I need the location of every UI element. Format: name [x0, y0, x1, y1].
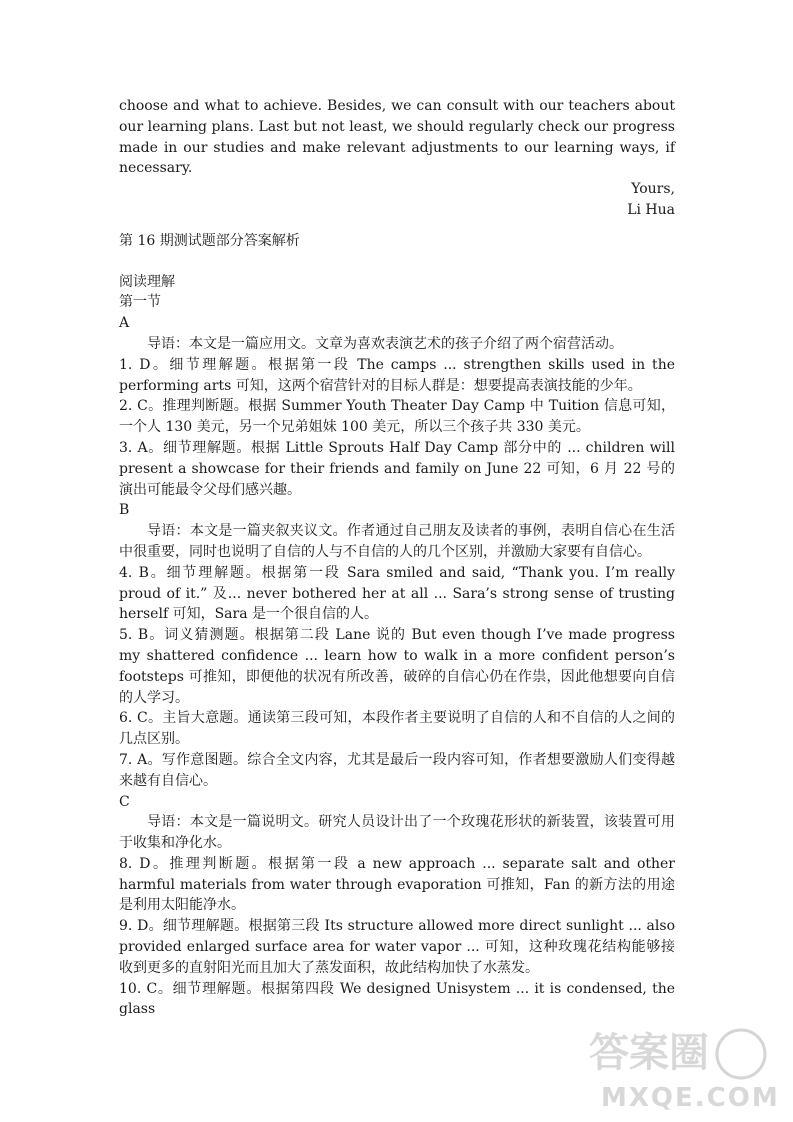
- page-title: 第 16 期测试题部分答案解析: [119, 232, 300, 249]
- answer-item: 7. A。写作意图题。综合全文内容，尤其是最后一段内容可知，作者想要激励人们变得越来越有自信心。: [119, 751, 675, 789]
- site-logo: [581, 1014, 781, 1114]
- answer-item: 6. C。主旨大意题。通读第三段可知，本段作者主要说明了自信的人和不自信的人之间的几点区别。: [119, 710, 675, 748]
- passage-b-intro: 导语：本文是一篇夹叙夹议文。作者通过自己朋友及读者的事例，表明自信心在生活中很重要，同时也说明了自信的人与不自信的人的几个区别，并激励大家要有自信心。: [119, 523, 675, 560]
- letter-signature: Li Hua: [627, 201, 675, 218]
- answer-item: 9. D。细节理解题。根据第三段 Its structure allowed more direct sunlight ... also provided enlarged surface area for water vapor ... 可知，这种玫瑰花结构能够接收到更多的直射阳光而且加大了蒸发面积，故此结构加快了水蒸发。: [119, 918, 675, 976]
- logo-text-bottom: MXQE.COM: [601, 1083, 780, 1113]
- answer-item: 4. B。细节理解题。根据第一段 Sara smiled and said, “Thank you. I’m really proud of it.” 及... never bothered her at all ... Sara’s strong sense of trusting herself 可知，Sara 是一个很自信的人。: [119, 564, 675, 623]
- passage-a-label: A: [119, 315, 130, 332]
- logo-text-top: 答案圈: [589, 1030, 709, 1076]
- answer-item: 5. B。词义猜测题。根据第二段 Lane 说的 But even though I’ve made progress my shattered confidence ... learn how to walk in a more confident person’s footsteps 可推知，即便他的状况有所改善，破碎的自信心仍在作祟，因此他想要向自信的人学习。: [119, 627, 675, 706]
- answer-item: 2. C。推理判断题。根据 Summer Youth Theater Day Camp 中 Tuition 信息可知，一个人 130 美元，另一个兄弟姐妹 100 美元，所以三个孩子共 330 美元。: [119, 398, 675, 436]
- passage-a-intro: 导语：本文是一篇应用文。文章为喜欢表演艺术的孩子介绍了两个宿营活动。: [147, 335, 623, 352]
- subsection-heading: 第一节: [119, 294, 161, 311]
- answer-item: 3. A。细节理解题。根据 Little Sprouts Half Day Camp 部分中的 ... children will present a showcase for their friends and family on June 22 可知，6 月 22 号的演出可能最令父母们感兴趣。: [119, 439, 675, 498]
- document-page: [119, 96, 675, 1020]
- answer-item: 1. D。细节理解题。根据第一段 The camps ... strengthen skills used in the performing arts 可知，这两个宿营针对的目标人群是：想要提高表演技能的少年。: [119, 356, 675, 394]
- section-heading: 阅读理解: [119, 273, 175, 290]
- passage-b-label: B: [119, 502, 130, 519]
- passage-c-intro: 导语：本文是一篇说明文。研究人员设计出了一个玫瑰花形状的新装置，该装置可用于收集和净化水。: [119, 814, 675, 852]
- letter-body: choose and what to achieve. Besides, we can consult with our teachers about our learning plans. Last but not least, we should regularly check our progress made in our studies and make relevant adjustments to our learning ways, if necessary.: [119, 98, 675, 177]
- answer-item: 8. D。推理判断题。根据第一段 a new approach ... separate salt and other harmful materials from water through evaporation 可推知，Fan 的新方法的用途是利用太阳能净水。: [119, 855, 675, 914]
- answer-item: 10. C。细节理解题。根据第四段 We designed Unisystem ... it is condensed, the glass: [119, 980, 675, 1018]
- letter-closing: Yours,: [631, 181, 675, 198]
- passage-c-label: C: [119, 793, 130, 810]
